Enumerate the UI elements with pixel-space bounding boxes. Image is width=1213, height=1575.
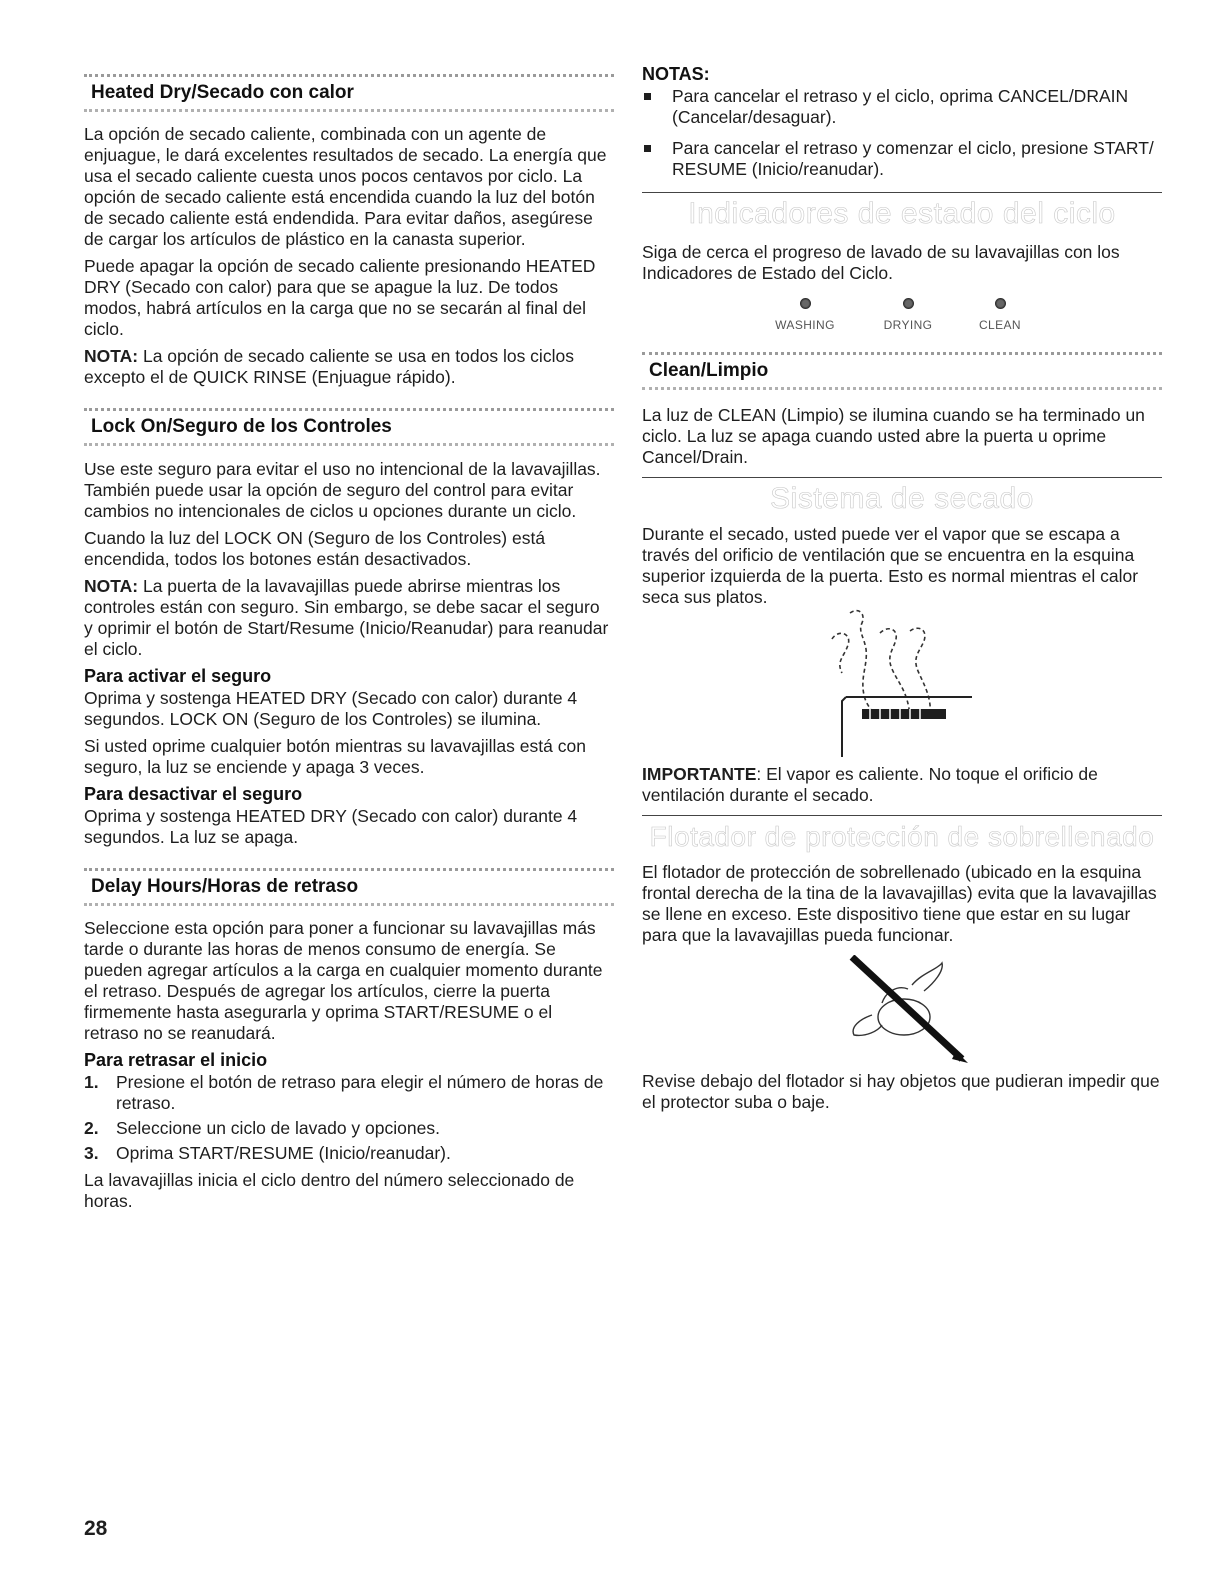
delay-step: 2. Seleccione un ciclo de lavado y opciones. — [84, 1118, 440, 1138]
overfill-float-title: Flotador de protección de sobrellenado — [649, 821, 1155, 852]
clean-light-icon — [995, 298, 1006, 309]
note-text: La puerta de la lavavajillas puede abrirse mientras los controles están con seguro. Sin embargo, se debe sacar el seguro y oprimir el botón de Start/Resume (Inicio/Reanudar) para reanudar el ciclo. — [84, 576, 609, 659]
section-rule — [642, 192, 1162, 193]
important-label: IMPORTANTE — [642, 764, 757, 784]
activate-lock-heading: Para activar el seguro — [84, 666, 272, 686]
important-section — [642, 764, 1162, 812]
washing-indicator — [750, 298, 860, 336]
notes-heading: NOTAS: — [642, 64, 710, 84]
notes-section — [642, 64, 1162, 190]
cycle-indicators-section — [642, 242, 1162, 290]
delay-hours-heading: Delay Hours/Horas de retraso — [91, 876, 359, 897]
overfill-float-paragraph: El flotador de protección de sobrellenado (ubicado en la esquina frontal derecha de la tina de la lavavajillas) evita que la lavavajillas se llene en exceso. Este dispositivo tiene que estar en su lugar para que la lavavajillas pueda funcionar. — [642, 862, 1157, 945]
page-number: 28 — [84, 1517, 108, 1540]
delay-step: 1. Presione el botón de retraso para elegir el número de horas de retraso. — [84, 1072, 604, 1113]
delay-steps-list — [84, 1072, 609, 1164]
heated-dry-heading: Heated Dry/Secado con calor — [91, 82, 354, 103]
lock-on-heading: Lock On/Seguro de los Controles — [91, 416, 392, 437]
lock-on-paragraph-2: Cuando la luz del LOCK ON (Seguro de los Controles) está encendida, todos los botones están desactivados. — [84, 528, 546, 569]
heated-dry-paragraph-2: Puede apagar la opción de secado caliente presionando HEATED DRY (Secado con calor) para que se apague la luz. De todos modos, habrá artículos en la carga que no se secarán al final del ciclo. — [84, 256, 596, 339]
overfill-check-paragraph: Revise debajo del flotador si hay objetos que pudieran impedir que el protector suba o baje. — [642, 1071, 1160, 1112]
deactivate-lock-heading: Para desactivar el seguro — [84, 784, 303, 804]
heated-dry-paragraph-1: La opción de secado caliente, combinada con un agente de enjuague, le dará excelentes resultados de secado. La energía que usa el secado caliente cuesta unos pocos centavos por ciclo. La opción de secado caliente está encendida cuando la luz del botón de secado caliente está endendida. Para evitar daños, asegúrese de cargar los artículos de plástico en la canasta superior. — [84, 124, 607, 249]
heated-dry-note — [84, 346, 609, 388]
delay-end-paragraph: La lavavajillas inicia el ciclo dentro del número seleccionado de horas. — [84, 1170, 575, 1211]
delay-hours-paragraph: Seleccione esta opción para poner a funcionar su lavavajillas más tarde o durante las horas de menos consumo de energía. Se pueden agregar artículos a la carga en cualquier momento durante el retraso. Después de agregar los artículos, cierre la puerta firmemente hasta asegurarla y oprima START/RESUME o el retraso no se reanudará. — [84, 918, 603, 1043]
delay-step: 3. Oprima START/RESUME (Inicio/reanudar). — [84, 1143, 451, 1163]
lock-on-section — [84, 459, 609, 854]
deactivate-lock-paragraph: Oprima y sostenga HEATED DRY (Secado con calor) durante 4 segundos. La luz se apaga. — [84, 806, 578, 847]
drying-system-title: Sistema de secado — [770, 482, 1034, 515]
notes-item: Para cancelar el retraso y comenzar el ciclo, presione START/ RESUME (Inicio/reanudar). — [642, 138, 1162, 180]
steam-vent-icon — [822, 605, 982, 760]
delay-start-heading: Para retrasar el inicio — [84, 1050, 268, 1070]
lock-on-heading-bar — [84, 408, 614, 446]
important-paragraph — [642, 764, 1162, 806]
drying-light-icon — [903, 298, 914, 309]
heated-dry-heading-bar — [84, 74, 614, 112]
washing-label: WASHING — [775, 318, 835, 332]
lock-on-paragraph-1: Use este seguro para evitar el uso no intencional de la lavavajillas. También puede usar la opción de seguro del control para evitar cambios no intencionales de ciclos u opciones durante un ciclo. — [84, 459, 601, 521]
clean-heading: Clean/Limpio — [649, 360, 769, 381]
drying-system-paragraph: Durante el secado, usted puede ver el vapor que se escapa a través del orificio de ventilación que se encuentra en la esquina superior izquierda de la puerta. Esto es normal mientras el calor seca sus platos. — [642, 524, 1139, 607]
drying-system-section — [642, 524, 1162, 614]
section-rule — [642, 815, 1162, 816]
note-label: NOTA: — [84, 576, 139, 596]
cycle-indicators-paragraph: Siga de cerca el progreso de lavado de su lavavajillas con los Indicadores de Estado del Ciclo. — [642, 242, 1120, 283]
delay-hours-section — [84, 918, 609, 1218]
delay-hours-heading-bar — [84, 868, 614, 906]
activate-lock-paragraph-1: Oprima y sostenga HEATED DRY (Secado con calor) durante 4 segundos. LOCK ON (Seguro de los Controles) se ilumina. — [84, 688, 578, 729]
section-rule — [642, 477, 1162, 478]
heated-dry-section — [84, 124, 609, 394]
drying-label: DRYING — [883, 318, 933, 332]
clean-heading-bar — [642, 352, 1162, 390]
washing-light-icon — [800, 298, 811, 309]
cycle-indicators-title: Indicadores de estado del ciclo — [688, 197, 1116, 230]
note-label: NOTA: — [84, 346, 139, 366]
clean-indicator — [945, 298, 1055, 336]
status-indicators — [642, 298, 1162, 348]
overfill-check-section — [642, 1071, 1162, 1119]
overfill-float-icon — [842, 955, 972, 1065]
clean-paragraph: La luz de CLEAN (Limpio) se ilumina cuando se ha terminado un ciclo. La luz se apaga cuando usted abre la puerta u oprime Cancel/Drain. — [642, 405, 1145, 467]
clean-label: CLEAN — [978, 318, 1021, 332]
note-text: La opción de secado caliente se usa en todos los ciclos excepto el de QUICK RINSE (Enjuague rápido). — [84, 346, 574, 387]
activate-lock-paragraph-2: Si usted oprime cualquier botón mientras su lavavajillas está con seguro, la luz se enciende y apaga 3 veces. — [84, 736, 586, 777]
lock-on-note — [84, 576, 609, 660]
overfill-float-section — [642, 862, 1162, 952]
clean-section — [642, 405, 1162, 474]
notes-list — [642, 86, 1162, 180]
notes-item: Para cancelar el retraso y el ciclo, oprima CANCEL/DRAIN (Cancelar/desaguar). — [642, 86, 1162, 128]
important-text: : El vapor es caliente. No toque el orificio de ventilación durante el secado. — [642, 764, 1098, 805]
